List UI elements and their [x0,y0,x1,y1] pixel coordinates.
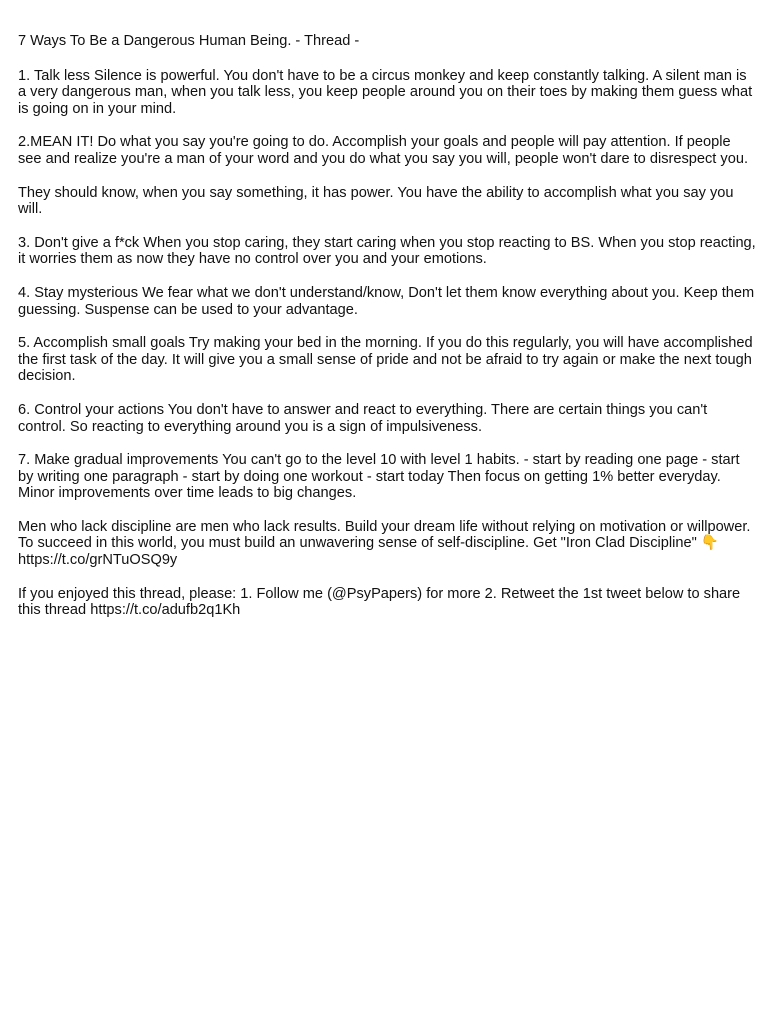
paragraph-8: 7. Make gradual improvements You can't go to the level 10 with level 1 habits. - start by reading one page - start by writing one paragraph - start by doing one workout - start today Then focus on getting 1% better everyday. Minor improvements over time leads to big changes. [18,452,740,502]
pointing-down-icon: 👇 [700,534,719,552]
paragraph-7: 6. Control your actions You don't have to answer and react to everything. There are certain things you can't control. So reacting to everything around you is a sign of impulsiveness. [18,401,708,435]
closing-paragraph: If you enjoyed this thread, please: 1. Follow me (@PsyPapers) for more 2. Retweet the 1st tweet below to share this thread https://t.co/adufb2q1Kh [18,585,741,619]
cta-text: Men who lack discipline are men who lack results. Build your dream life without relying on motivation or willpower. To succeed in this world, you must build an unwavering sense of self-discipline. Get "Iron Clad Discipline" [18,518,751,552]
document-title: 7 Ways To Be a Dangerous Human Being. - Thread - [18,33,360,49]
cta-link: https://t.co/grNTuOSQ9y [18,552,178,569]
paragraph-1: 1. Talk less Silence is powerful. You don't have to be a circus monkey and keep constantly talking. A silent man is a very dangerous man, when you talk less, you keep people around you on their toes by making them guess what is going on in your mind. [18,67,753,117]
cta-paragraph [18,519,758,569]
paragraph-2: 2.MEAN IT! Do what you say you're going to do. Accomplish your goals and people will pay attention. If people see and realize you're a man of your word and you do what you say you will, people won't dare to disrespect you. [18,134,749,167]
document-page [18,33,758,636]
paragraph-3: They should know, when you say something, it has power. You have the ability to accomplish what you say you will. [18,184,734,218]
paragraph-4: 3. Don't give a f*ck When you stop caring, they start caring when you stop reacting to BS. When you stop reacting, it worries them as now they have no control over you and your emotions. [18,234,756,268]
paragraph-6: 5. Accomplish small goals Try making your bed in the morning. If you do this regularly, you will have accomplished the first task of the day. It will give you a small sense of pride and not be afraid to try again or make the next tough decision. [18,335,753,385]
paragraph-5: 4. Stay mysterious We fear what we don't understand/know, Don't let them know everything about you. Keep them guessing. Suspense can be used to your advantage. [18,284,755,318]
